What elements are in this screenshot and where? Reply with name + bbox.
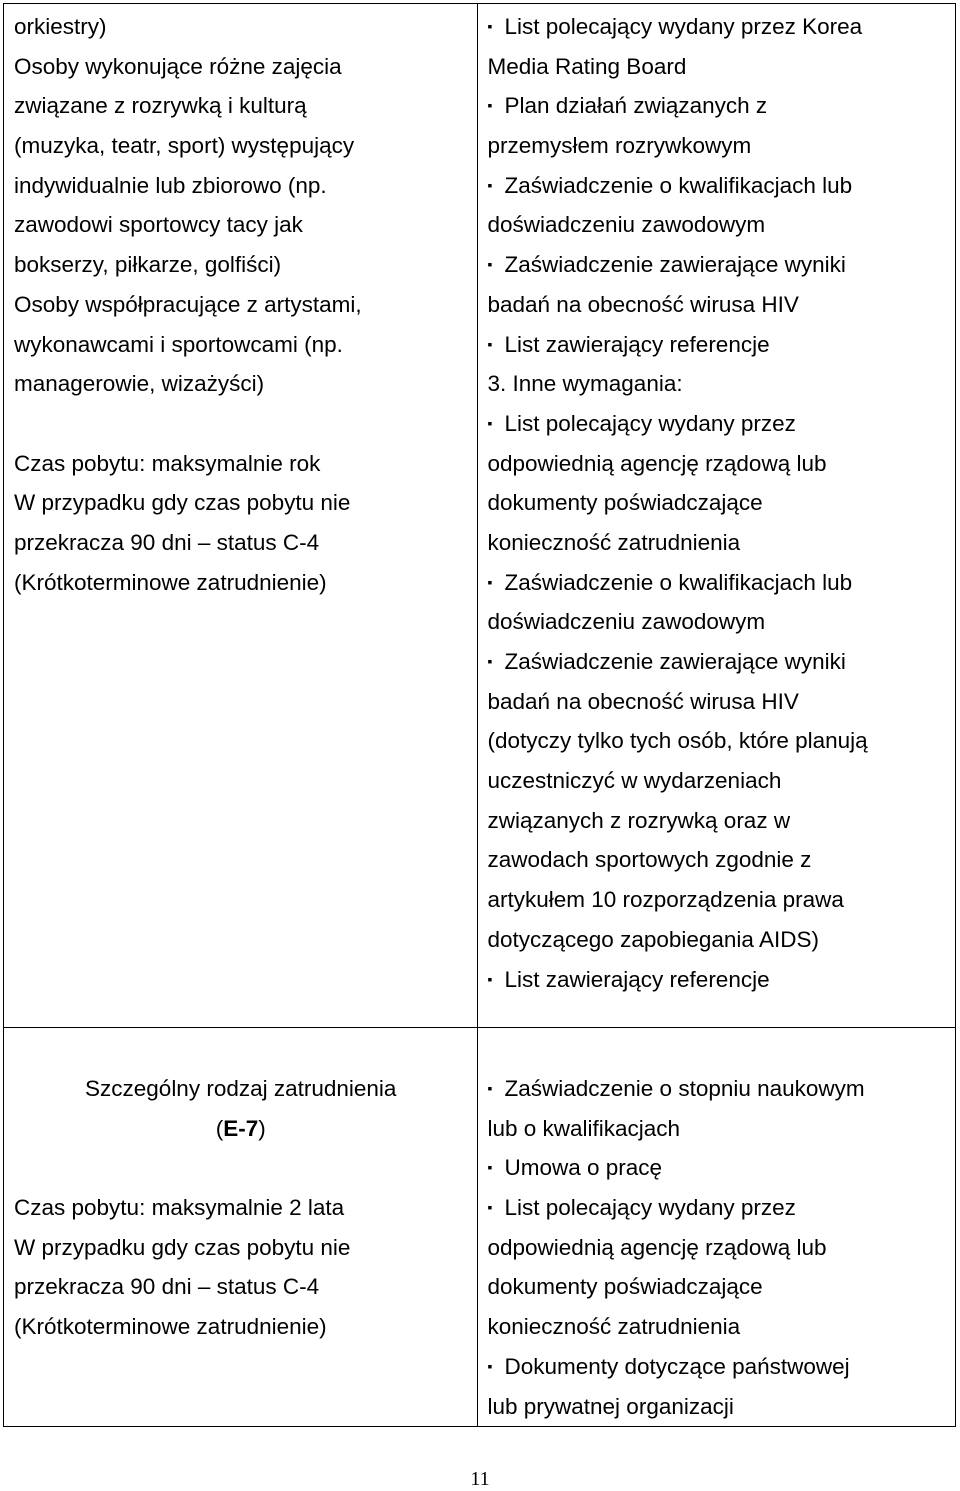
text-line: doświadczeniu zawodowym bbox=[487, 212, 766, 238]
page-number: 11 bbox=[470, 1468, 490, 1490]
text-line: uczestniczyć w wydarzeniach bbox=[487, 768, 782, 794]
visa-category-title: Szczególny rodzaj zatrudnienia bbox=[85, 1076, 397, 1101]
text-line: Osoby współpracujące z artystami, bbox=[14, 291, 362, 317]
text-line: lub prywatnej organizacji bbox=[487, 1393, 734, 1419]
text-line: badań na obecność wirusa HIV bbox=[487, 688, 799, 714]
text-line: przekracza 90 dni – status C-4 bbox=[14, 529, 320, 555]
blank-line bbox=[4, 1148, 477, 1188]
row1-left-lines bbox=[4, 4, 477, 602]
text-line: przemysłem rozrywkowym bbox=[487, 133, 752, 159]
text-line: związanych z rozrywką oraz w bbox=[487, 807, 791, 833]
row1-left-cell bbox=[4, 4, 478, 1028]
text-line: 3. Inne wymagania: bbox=[487, 371, 683, 397]
table-row bbox=[4, 4, 956, 1028]
text-line: managerowie, wizażyści) bbox=[14, 371, 265, 397]
text-line: W przypadku gdy czas pobytu nie bbox=[14, 490, 351, 516]
text-line bbox=[4, 404, 477, 444]
text-line: doświadczeniu zawodowym bbox=[487, 609, 766, 635]
text-line: odpowiednią agencję rządową lub bbox=[487, 1234, 827, 1260]
text-line: Czas pobytu: maksymalnie rok bbox=[14, 450, 321, 476]
bullet-item: ▪ Dokumenty dotyczące państwowej bbox=[478, 1347, 955, 1387]
text-line: badań na obecność wirusa HIV bbox=[487, 291, 799, 317]
bullet-item: ▪ Plan działań związanych z bbox=[478, 86, 955, 126]
bullet-item: ▪ List zawierający referencje bbox=[478, 325, 955, 365]
paren-open: ( bbox=[215, 1115, 224, 1141]
row2-left-lines bbox=[4, 1028, 477, 1188]
visa-category-code bbox=[4, 1109, 477, 1149]
text-line: dotyczącego zapobiegania AIDS) bbox=[487, 926, 819, 952]
text-line: (dotyczy tylko tych osób, które planują bbox=[487, 728, 868, 754]
bullet-item: ▪ List polecający wydany przez bbox=[478, 404, 955, 444]
requirements-table bbox=[3, 3, 956, 1427]
text-line: przekracza 90 dni – status C-4 bbox=[14, 1274, 320, 1300]
text-line: (Krótkoterminowe zatrudnienie) bbox=[14, 1314, 327, 1340]
bullet-item: ▪ Zaświadczenie zawierające wyniki bbox=[478, 642, 955, 682]
row2-right-cell bbox=[478, 1028, 956, 1427]
text-line: lub o kwalifikacjach bbox=[487, 1115, 681, 1141]
bullet-item: ▪ List polecający wydany przez bbox=[478, 1188, 955, 1228]
row2-left-details bbox=[4, 1188, 477, 1347]
bullet-item: ▪ Zaświadczenie o kwalifikacjach lub bbox=[478, 563, 955, 603]
bullet-item: ▪ Umowa o pracę bbox=[478, 1148, 955, 1188]
text-line: W przypadku gdy czas pobytu nie bbox=[14, 1234, 351, 1260]
text-line: Media Rating Board bbox=[487, 53, 687, 79]
row2-right-lines bbox=[478, 1028, 955, 1426]
text-line: związane z rozrywką i kulturą bbox=[14, 93, 307, 119]
text-line: zawodowi sportowcy tacy jak bbox=[14, 212, 303, 238]
text-line: dokumenty poświadczające bbox=[487, 490, 763, 516]
bullet-item: ▪ List zawierający referencje bbox=[478, 960, 955, 1000]
text-line: Czas pobytu: maksymalnie 2 lata bbox=[14, 1195, 345, 1221]
paren-close: ) bbox=[258, 1115, 266, 1141]
bullet-item: ▪ List polecający wydany przez Korea bbox=[478, 7, 955, 47]
text-line: zawodach sportowych zgodnie z bbox=[487, 847, 812, 873]
bullet-item: ▪ Zaświadczenie o stopniu naukowym bbox=[478, 1069, 955, 1109]
text-line: konieczność zatrudnienia bbox=[487, 529, 741, 555]
text-line: konieczność zatrudnienia bbox=[487, 1314, 741, 1340]
bullet-item: ▪ Zaświadczenie zawierające wyniki bbox=[478, 245, 955, 285]
visa-code: E-7 bbox=[223, 1115, 259, 1141]
row1-right-lines bbox=[478, 4, 955, 999]
text-line: orkiestry) bbox=[14, 14, 107, 39]
text-line: indywidualnie lub zbiorowo (np. bbox=[14, 172, 327, 198]
table-row bbox=[4, 1028, 956, 1427]
text-line: (Krótkoterminowe zatrudnienie) bbox=[14, 569, 327, 595]
text-line: Osoby wykonujące różne zajęcia bbox=[14, 53, 342, 79]
row1-right-cell bbox=[478, 4, 956, 1028]
row2-left-cell bbox=[4, 1028, 478, 1427]
text-line: odpowiednią agencję rządową lub bbox=[487, 450, 827, 476]
bullet-item: ▪ Zaświadczenie o kwalifikacjach lub bbox=[478, 166, 955, 206]
text-line: dokumenty poświadczające bbox=[487, 1274, 763, 1300]
text-line: bokserzy, piłkarze, golfiści) bbox=[14, 252, 282, 278]
text-line: wykonawcami i sportowcami (np. bbox=[14, 331, 343, 357]
text-line: (muzyka, teatr, sport) występujący bbox=[14, 133, 355, 159]
text-line: artykułem 10 rozporządzenia prawa bbox=[487, 887, 844, 913]
